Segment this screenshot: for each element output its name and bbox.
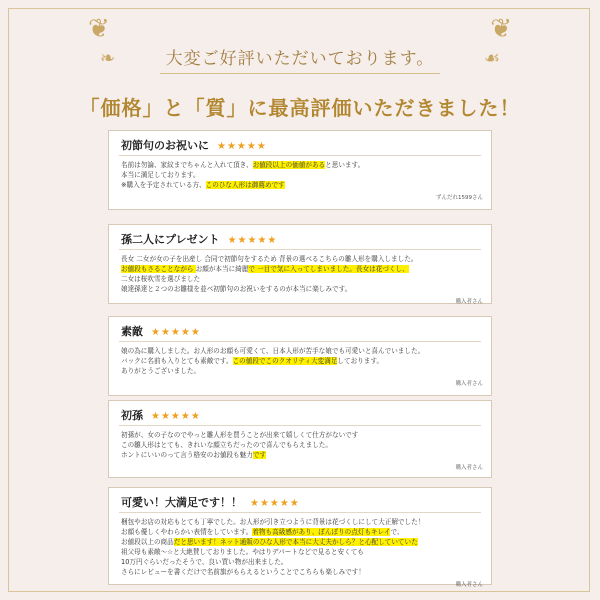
review-body — [121, 517, 483, 577]
review-text: この雛人形はとても、きれいな顔立ちだったので喜んでもらえました。 — [121, 441, 332, 449]
review-title-text: 初節句のお祝いに — [121, 139, 209, 152]
review-text: 娘達孫達と２つのお雛様を並べ初節句のお祝いをするのが本当に楽しみです。 — [121, 285, 352, 293]
review-line — [121, 284, 483, 294]
review-line — [121, 264, 483, 274]
review-text: 名前は勿論、家紋までちゃんと入れて頂き、 — [121, 161, 253, 169]
review-text: お顔が本当に綺麗 — [195, 265, 249, 273]
highlighted-phrase: 着物も高級感があり、ぼんぼりの点灯もキレイ — [252, 528, 391, 536]
review-title-text: 可愛い！大満足です！！ — [121, 496, 242, 509]
reviewer-name: 購入者さん — [455, 465, 483, 471]
review-text: お顔も優しくやわらかい表情をしています。 — [121, 528, 253, 536]
highlighted-phrase: です — [252, 451, 266, 459]
reviewer-name: 購入者さん — [455, 582, 483, 588]
star-rating-icon: ★★★★★ — [217, 141, 267, 152]
review-body — [121, 430, 483, 460]
review-text: 本当に満足しております。 — [121, 171, 200, 179]
review-line — [121, 537, 483, 547]
review-body — [121, 346, 483, 376]
review-card — [108, 316, 492, 396]
highlighted-phrase: で 一目で気に入ってしまいました。長女は花づくし、 — [248, 265, 409, 273]
review-text: しております。 — [337, 357, 384, 365]
review-body — [121, 254, 483, 294]
header-headline: 「価格」と「質」に最高評価いただきました！ — [79, 96, 521, 120]
highlighted-phrase: この値段でこのクオリティ大変満足 — [232, 357, 338, 365]
review-line — [121, 517, 483, 527]
header-divider — [160, 73, 440, 74]
review-line — [121, 180, 483, 190]
review-text: で、 — [390, 528, 404, 536]
review-line — [121, 557, 483, 567]
reviewer-name: 購入者さん — [455, 381, 483, 387]
review-line — [121, 430, 483, 440]
highlighted-phrase: お値段もさることながら — [121, 265, 194, 273]
review-card — [108, 487, 492, 588]
reviewer-name: 購入者さん — [455, 299, 483, 305]
review-text: と思います。 — [325, 161, 365, 169]
review-divider — [119, 425, 481, 426]
review-line — [121, 527, 483, 537]
review-divider — [119, 341, 481, 342]
reviewer-name: ずんだれ1599さん — [436, 195, 483, 201]
review-line — [121, 440, 483, 450]
ornament-scroll-icon: ☙ — [483, 48, 500, 69]
review-line — [121, 567, 483, 577]
highlighted-phrase: だと思います！ネット通販のひな人形で本当に大丈夫かしら？と心配していていた — [173, 538, 418, 546]
ornament-scroll-icon: ❧ — [100, 48, 116, 69]
ornament-flourish-icon: ❦ — [490, 14, 512, 44]
review-line — [121, 356, 483, 366]
review-text: ありがとうございました。 — [121, 367, 201, 375]
review-line — [121, 366, 483, 376]
star-rating-icon: ★★★★★ — [151, 327, 201, 338]
review-text: 長女 二女が女の子を出産し 合同で初節句をするため 背景の選べるこちらの雛人形を購入しました。 — [121, 255, 418, 263]
header-subtitle: 大変ご好評いただいております。 — [165, 49, 435, 69]
review-line — [121, 254, 483, 264]
review-body — [121, 160, 483, 190]
review-title-text: 初孫 — [121, 409, 143, 422]
review-text: さらにレビューを書くだけで名前旗がもらえるということでこちらも楽しみです！ — [121, 568, 365, 576]
review-card — [108, 400, 492, 478]
review-divider — [119, 155, 481, 156]
review-title-text: 素敵 — [121, 325, 143, 338]
review-text: お値段以上の商品 — [121, 538, 174, 546]
review-title — [121, 494, 300, 510]
star-rating-icon: ★★★★★ — [151, 411, 201, 422]
review-line — [121, 346, 483, 356]
review-title — [121, 323, 201, 339]
review-text: バックに名前も入りとても素敵です。 — [121, 357, 233, 365]
review-text: 娘の為に購入しました。お人形のお顔も可愛くて、日本人形が苦手な娘でも可愛いと喜んでいました。 — [121, 347, 425, 355]
star-rating-icon: ★★★★★ — [227, 235, 278, 246]
review-line — [121, 160, 483, 170]
review-title — [121, 231, 277, 247]
star-rating-icon: ★★★★★ — [250, 498, 300, 509]
review-text: 梱包やお店の対応もとても丁寧でした。お人形が引き立つように背景は花づくしにして大正解でした！ — [121, 518, 425, 526]
review-card — [108, 130, 492, 210]
ornament-flourish-icon: ❦ — [88, 14, 110, 44]
review-divider — [119, 512, 481, 513]
highlighted-phrase: このひな人形は御薦めです — [205, 181, 285, 189]
review-line — [121, 170, 483, 180]
review-text: 10万円ぐらいだったそうで、良い買い物が出来ました。 — [121, 558, 288, 566]
review-divider — [119, 249, 481, 250]
highlighted-phrase: お値段以上の価値がある — [252, 161, 326, 169]
review-line — [121, 274, 483, 284]
review-title — [121, 407, 201, 423]
review-text: ホントにいいのって言う格安のお値段も魅力 — [121, 451, 253, 459]
review-text: 二女は桜吹雪を選びました — [121, 275, 201, 283]
review-text: 初孫が、女の子なのでやっと雛人形を買うことが出来て嬉しくて仕方がないです — [121, 431, 359, 439]
review-text: ※購入を予定されている方、 — [121, 181, 206, 189]
review-line — [121, 450, 483, 460]
review-card — [108, 224, 492, 304]
review-title-text: 孫二人にプレゼント — [121, 233, 220, 246]
review-line — [121, 547, 483, 557]
review-text: 祖父母も素敵～☆と大絶賛しておりました。やはりデパートなどで見ると安くても — [121, 548, 364, 556]
review-title — [121, 137, 267, 153]
